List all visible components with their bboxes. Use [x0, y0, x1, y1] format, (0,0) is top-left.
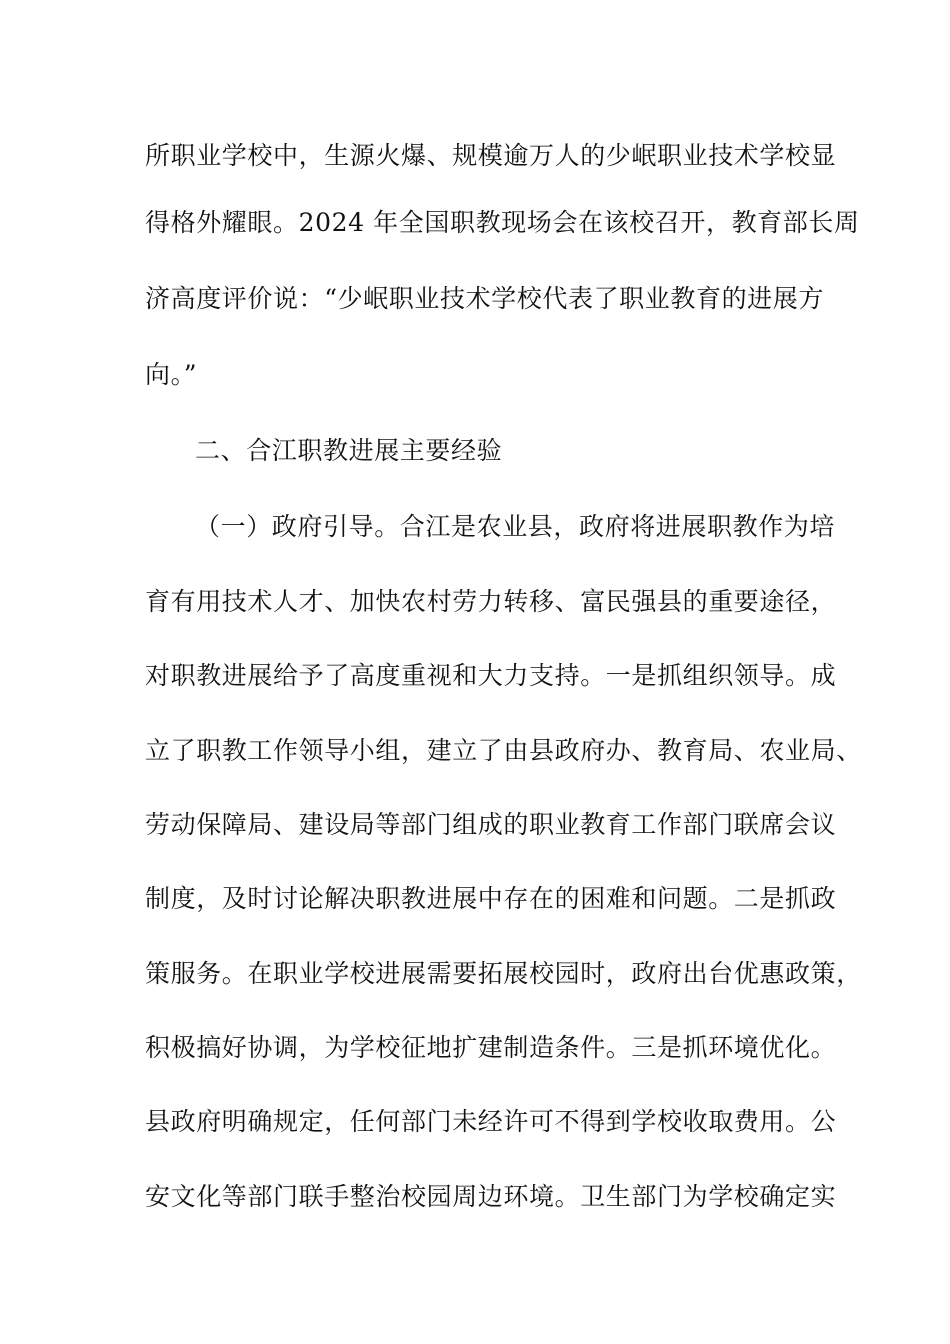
section-heading: 二、合江职教进展主要经验 — [195, 436, 503, 465]
text-line: 育有用技术人才、加快农村劳力转移、富民强县的重要途径， — [145, 587, 837, 616]
text-line: 安文化等部门联手整治校园周边环境。卫生部门为学校确定实 — [145, 1182, 837, 1211]
text-line: 向。” — [145, 360, 198, 389]
text-line: 积极搞好协调，为学校征地扩建制造条件。三是抓环境优化。 — [145, 1033, 837, 1062]
text-line: 立了职教工作领导小组，建立了由县政府办、教育局、农业局、 — [145, 736, 862, 765]
text-line: 对职教进展给予了高度重视和大力支持。一是抓组织领导。成 — [145, 661, 837, 690]
text-line: 得格外耀眼。2024 年全国职教现场会在该校召开，教育部长周 — [145, 208, 860, 237]
subsection-paragraph-start: （一）政府引导。合江是农业县，政府将进展职教作为培 — [195, 512, 836, 541]
text-line: 策服务。在职业学校进展需要拓展校园时，政府出台优惠政策， — [145, 959, 862, 988]
text-line: 劳动保障局、建设局等部门组成的职业教育工作部门联席会议 — [145, 810, 837, 839]
text-line: 县政府明确规定，任何部门未经许可不得到学校收取费用。公 — [145, 1107, 837, 1136]
text-line: 所职业学校中，生源火爆、规模逾万人的少岷职业技术学校显 — [145, 141, 837, 170]
text-line: 济高度评价说：“少岷职业技术学校代表了职业教育的进展方 — [145, 284, 824, 313]
text-line: 制度，及时讨论解决职教进展中存在的困难和问题。二是抓政 — [145, 884, 837, 913]
